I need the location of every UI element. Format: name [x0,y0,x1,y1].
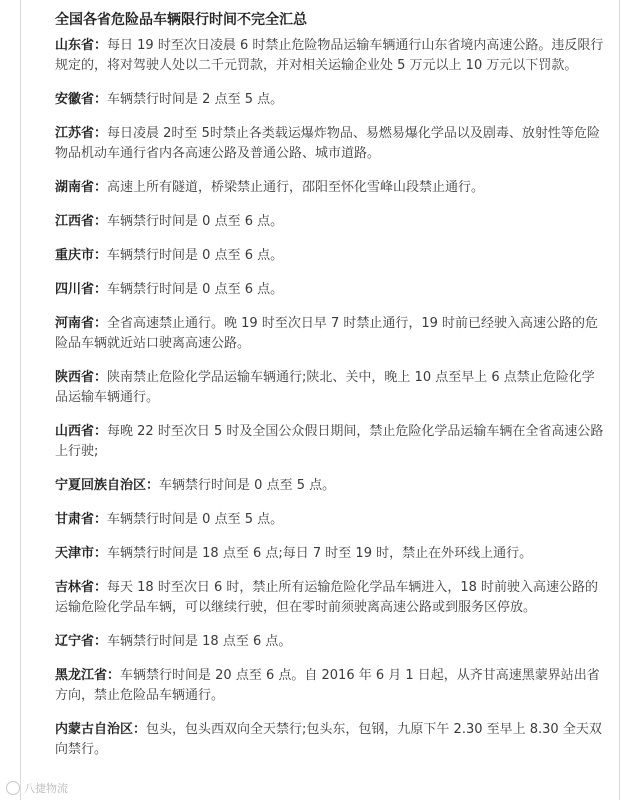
province-name: 甘肃省 [55,512,95,527]
province-name: 山西省 [55,424,95,439]
province-entry [55,212,607,232]
province-entry [55,510,607,530]
province-entry [55,368,607,408]
province-rule-text: 高速上所有隧道，桥梁禁止通行，邵阳至怀化雪峰山段禁止通行。 [107,180,485,195]
province-entry [55,720,607,760]
province-entry [55,280,607,300]
province-rule-text: 车辆禁行时间是 20 点至 6 点。自 2016 年 6 月 1 日起，从齐甘高速黑蒙界站出省方向，禁止危险品车辆通行。 [55,668,600,703]
province-separator: ： [94,634,108,649]
province-separator: ： [133,722,147,737]
province-name: 江西省 [55,214,95,229]
province-name: 江苏省 [55,126,95,141]
province-entry [55,476,607,496]
province-rule-text: 车辆禁行时间是 0 点至 6 点。 [107,214,284,229]
province-rule-text: 陕南禁止危险化学品运输车辆通行;陕北、关中，晚上 10 点至早上 6 点禁止危险化学品运输车辆通行。 [55,370,595,405]
province-name: 宁夏回族自治区 [55,478,147,493]
document-page [20,0,620,800]
province-name: 重庆市 [55,248,95,263]
watermark-text: 八捷物流 [24,782,68,795]
document-title: 全国各省危险品车辆限行时间不完全汇总 [55,12,307,28]
province-entry [55,666,607,706]
province-separator: ： [94,38,108,53]
province-rule-text: 车辆禁行时间是 18 点至 6 点;每日 7 时至 19 时，禁止在外环线上通行。 [107,546,533,561]
watermark [6,780,68,796]
province-rule-text: 车辆禁行时间是 18 点至 6 点。 [107,634,292,649]
province-entry [55,578,607,618]
province-name: 四川省 [55,282,95,297]
province-name: 吉林省 [55,580,95,595]
province-separator: ： [94,126,108,141]
province-rule-text: 包头，包头西双向全天禁行;包头东，包钢，九原下午 2.30 至早上 8.30 全天双向禁行。 [55,722,602,757]
province-entry [55,90,607,110]
province-separator: ： [94,282,108,297]
province-rule-text: 每晚 22 时至次日 5 时及全国公众假日期间，禁止危险化学品运输车辆在全省高速公路上行驶; [55,424,604,459]
province-entry [55,36,607,76]
province-separator: ： [94,214,108,229]
province-entry [55,632,607,652]
province-rule-text: 车辆禁行时间是 0 点至 6 点。 [107,282,284,297]
province-separator: ： [94,316,108,331]
province-entry [55,314,607,354]
province-separator: ： [94,248,108,263]
province-separator: ： [146,478,160,493]
document-content [55,10,607,774]
entries-list [55,36,607,760]
province-entry [55,422,607,462]
province-entry [55,124,607,164]
province-name: 安徽省 [55,92,95,107]
province-separator: ： [94,546,108,561]
province-rule-text: 车辆禁行时间是 0 点至 6 点。 [107,248,284,263]
province-rule-text: 车辆禁行时间是 0 点至 5 点。 [159,478,336,493]
province-name: 湖南省 [55,180,95,195]
province-separator: ： [94,92,108,107]
province-separator: ： [94,424,108,439]
province-separator: ： [107,668,121,683]
province-name: 陕西省 [55,370,95,385]
province-rule-text: 车辆禁行时间是 0 点至 5 点。 [107,512,284,527]
province-separator: ： [94,180,108,195]
province-name: 天津市 [55,546,95,561]
province-rule-text: 车辆禁行时间是 2 点至 5 点。 [107,92,284,107]
province-entry [55,178,607,198]
province-rule-text: 每日 19 时至次日凌晨 6 时禁止危险物品运输车辆通行山东省境内高速公路。违反限行规定的，将对驾驶人处以二千元罚款，并对相关运输企业处 5 万元以上 10 万元以下罚款。 [55,38,604,73]
province-rule-text: 全省高速禁止通行。晚 19 时至次日早 7 时禁止通行，19 时前已经驶入高速公路的危险品车辆就近站口驶离高速公路。 [55,316,599,351]
province-rule-text: 每天 18 时至次日 6 时，禁止所有运输危险化学品车辆进入，18 时前驶入高速公路的运输危险化学品车辆，可以继续行驶，但在零时前须驶离高速公路或到服务区停放。 [55,580,599,615]
province-separator: ： [94,370,108,385]
province-name: 内蒙古自治区 [55,722,134,737]
province-name: 辽宁省 [55,634,95,649]
province-entry [55,544,607,564]
province-entry [55,246,607,266]
province-separator: ： [94,580,108,595]
circle-logo-icon [6,781,20,795]
province-name: 山东省 [55,38,95,53]
province-rule-text: 每日凌晨 2时至 5时禁止各类载运爆炸物品、易燃易爆化学品以及剧毒、放射性等危险物品机动车通行省内各高速公路及普通公路、城市道路。 [55,126,600,161]
province-name: 河南省 [55,316,95,331]
province-separator: ： [94,512,108,527]
province-name: 黑龙江省 [55,668,108,683]
